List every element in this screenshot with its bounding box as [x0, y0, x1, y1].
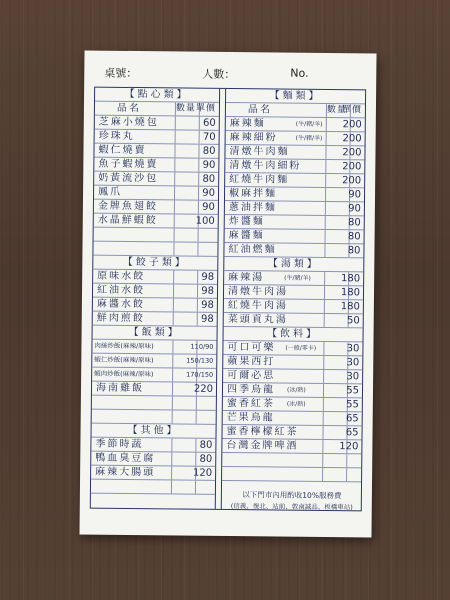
item-name: 珍珠丸 [98, 130, 135, 143]
menu-grid [90, 87, 366, 512]
section-header-others [91, 424, 215, 439]
item-price: 100 [195, 215, 215, 227]
item-name: 麻辣麵 [229, 118, 266, 130]
item-name: 紅油水餃 [96, 284, 146, 297]
item-price: 80 [347, 217, 361, 229]
menu-row [224, 299, 363, 314]
item-price: 90 [202, 159, 216, 171]
section-header-soups [224, 257, 363, 272]
item-price: 200 [342, 175, 362, 187]
menu-row [225, 201, 364, 216]
item-note: (冰/熱) [286, 386, 306, 394]
item-name: 奶黃流沙包 [98, 172, 159, 185]
quantity-cell[interactable] [174, 158, 199, 171]
item-note: (牛/豬/羊) [295, 120, 323, 128]
item-price: 70 [202, 131, 216, 143]
item-name: 蝦肉炒飯(麻辣/原味) [94, 369, 154, 379]
price-cell [196, 411, 216, 424]
item-name: 芝麻小燒包 [98, 116, 159, 129]
quantity-cell[interactable] [322, 468, 347, 481]
menu-row [224, 285, 363, 300]
section-title: 【飲料】 [267, 328, 320, 340]
menu-row [93, 298, 217, 313]
item-name: 蝦仁燒賣 [98, 144, 147, 157]
item-price: 80 [199, 453, 213, 465]
item-name: 可爾必思 [227, 369, 276, 382]
menu-row [95, 130, 219, 145]
item-name: 水晶鮮蝦餃 [97, 214, 158, 227]
quantity-cell[interactable] [174, 144, 199, 157]
menu-row [92, 354, 216, 369]
item-name: 四季烏龍 [226, 383, 276, 396]
quantity-cell[interactable] [325, 202, 350, 215]
menu-row [91, 438, 215, 453]
right-column [221, 89, 365, 510]
quantity-cell[interactable] [324, 314, 349, 327]
item-price: 55 [346, 385, 360, 397]
item-name: 炸醬麵 [228, 216, 265, 228]
menu-row [94, 214, 218, 229]
menu-row [222, 425, 361, 440]
menu-row [223, 411, 362, 426]
menu-row [225, 215, 364, 230]
quantity-cell[interactable] [174, 172, 199, 185]
quantity-cell[interactable] [323, 384, 348, 397]
item-note: (牛/豬/羊) [295, 134, 323, 142]
menu-row [224, 313, 363, 328]
item-price: 220 [193, 383, 214, 395]
quantity-cell[interactable] [175, 130, 200, 143]
blank-row [91, 480, 215, 495]
item-price: 98 [201, 285, 215, 297]
section-title: 【湯類】 [267, 258, 320, 270]
quantity-cell[interactable] [173, 298, 198, 311]
sheet-header [84, 64, 376, 83]
menu-row [91, 466, 215, 481]
item-price: 200 [342, 119, 362, 131]
order-sheet [79, 50, 376, 537]
item-price: 180 [340, 301, 360, 313]
quantity-cell[interactable] [171, 438, 196, 451]
menu-row [223, 383, 362, 398]
menu-row [93, 284, 217, 299]
table-number-label: 桌號： [104, 66, 138, 81]
menu-row [225, 173, 364, 188]
item-name: 麻辣湯 [228, 272, 265, 284]
item-price: 98 [201, 299, 214, 311]
item-name: 椒麻拌麵 [228, 188, 278, 200]
item-name: 麻辣細粉 [229, 132, 278, 144]
item-price: 200 [342, 161, 362, 173]
item-name: 紅燒牛肉麵 [229, 174, 290, 186]
quantity-cell[interactable] [174, 200, 199, 213]
item-name: 可口可樂 [227, 341, 276, 354]
item-name: 芒果烏龍 [226, 411, 275, 424]
item-price: 110/90 [190, 342, 214, 351]
quantity-cell[interactable] [323, 356, 348, 369]
item-price: 98 [200, 313, 214, 325]
quantity-cell[interactable] [174, 228, 199, 241]
item-price: 80 [347, 231, 361, 243]
menu-row [225, 229, 364, 244]
quantity-cell[interactable] [173, 242, 198, 255]
left-column [91, 88, 220, 509]
item-name: 清燉牛肉湯 [227, 286, 289, 298]
item-name: 麻醬水餃 [96, 298, 145, 311]
menu-row [93, 270, 217, 285]
quantity-cell[interactable] [323, 412, 348, 425]
quantity-cell[interactable] [173, 312, 198, 325]
item-name: 清燉牛肉細粉 [229, 160, 302, 172]
item-price: 50 [346, 315, 360, 327]
item-name: 海南雞飯 [95, 382, 145, 395]
quantity-cell[interactable] [175, 116, 200, 129]
item-name: 清燉牛肉麵 [229, 146, 290, 158]
section-header-noodles [226, 89, 365, 104]
service-charge-stores: (信義、復北、站前、敦南誠品、板橋車站) [230, 502, 353, 512]
item-name: 紅油燃麵 [228, 244, 277, 256]
item-price: 120 [339, 441, 359, 453]
quantity-cell[interactable] [325, 230, 350, 243]
menu-row [224, 243, 363, 258]
item-price: 98 [201, 271, 215, 283]
section-title: 【其他】 [127, 424, 180, 437]
menu-row [94, 186, 218, 201]
item-name: 蘋果西打 [227, 355, 276, 368]
menu-row [223, 341, 362, 356]
item-name: 原味水餃 [97, 270, 146, 283]
blank-row [222, 467, 361, 482]
item-name: 紅燒牛肉湯 [227, 299, 288, 312]
item-price: 90 [348, 203, 361, 215]
menu-row [222, 439, 361, 454]
item-note: (冰/熱) [286, 400, 306, 408]
quantity-cell[interactable] [323, 398, 348, 411]
quantity-cell[interactable] [322, 454, 347, 467]
menu-row [92, 340, 216, 355]
menu-row [224, 271, 363, 286]
item-price: 65 [345, 413, 359, 425]
menu-row [223, 355, 362, 370]
item-price: 80 [199, 439, 213, 451]
menu-row [226, 131, 365, 146]
item-name: 蜜香檸檬紅茶 [226, 425, 299, 438]
quantity-cell[interactable] [324, 244, 349, 257]
quantity-cell[interactable] [172, 410, 197, 423]
quantity-cell[interactable] [173, 284, 198, 297]
item-price: 180 [341, 273, 361, 285]
item-price: 200 [342, 147, 362, 159]
quantity-cell[interactable] [323, 342, 348, 355]
item-price: 80 [347, 245, 361, 257]
item-name: 菜頭貢丸湯 [227, 313, 288, 326]
section-title: 【麵類】 [269, 90, 322, 102]
column-header-name: 品名 [247, 104, 272, 116]
item-name: 鴨血臭豆腐 [95, 452, 156, 465]
item-name: 魚子蝦燒賣 [98, 158, 159, 171]
item-price: 180 [340, 287, 361, 299]
column-header-row [226, 103, 365, 118]
section-title: 【飯類】 [128, 326, 181, 339]
quantity-cell[interactable] [325, 216, 350, 229]
item-price: 55 [346, 399, 359, 411]
menu-row [223, 369, 362, 384]
item-price: 170/150 [186, 370, 214, 379]
blank-row [92, 410, 216, 425]
menu-row [223, 397, 362, 412]
item-name: 肉絲炒飯(麻辣/原味) [94, 341, 154, 351]
price-cell [196, 397, 216, 410]
item-name: 季節時蔬 [95, 438, 144, 451]
item-price: 60 [202, 117, 216, 129]
blank-row [93, 242, 217, 257]
section-title: 【點心類】 [124, 88, 190, 101]
item-name: 麻醬麵 [228, 230, 265, 242]
menu-row [92, 368, 216, 383]
item-price: 30 [346, 343, 360, 355]
item-price: 90 [348, 189, 362, 201]
blank-row [92, 396, 216, 411]
item-note: (牛/豬/羊) [284, 274, 311, 282]
item-price: 80 [202, 145, 216, 157]
item-price: 65 [345, 427, 359, 439]
blank-row [222, 453, 361, 468]
section-header-drinks [224, 327, 363, 342]
quantity-cell[interactable] [171, 480, 196, 493]
quantity-cell[interactable] [325, 188, 350, 201]
quantity-cell[interactable] [322, 426, 347, 439]
item-name: 蔥油拌麵 [228, 202, 277, 214]
price-cell [346, 454, 361, 467]
menu-row [226, 117, 365, 132]
people-count-label: 人數： [202, 67, 236, 82]
column-header-price: 單價 [195, 103, 216, 114]
blank-row [94, 228, 218, 243]
item-price: 90 [202, 187, 216, 199]
quantity-cell[interactable] [174, 186, 199, 199]
menu-row [91, 452, 215, 467]
menu-row [225, 187, 364, 202]
column-header-name: 品名 [116, 102, 141, 115]
item-price: 200 [342, 133, 362, 145]
item-name: 鮮肉煎餃 [96, 312, 145, 325]
item-price: 150/130 [186, 356, 214, 365]
item-name: 蜜香紅茶 [226, 397, 275, 410]
menu-row [94, 200, 218, 215]
item-price: 90 [202, 201, 215, 213]
menu-row [95, 116, 219, 131]
column-header-row [95, 102, 219, 117]
column-header-price: 單價 [341, 105, 362, 116]
menu-row [94, 144, 218, 159]
price-cell [346, 468, 361, 481]
menu-row [93, 312, 217, 327]
quantity-cell[interactable] [323, 370, 348, 383]
menu-row [94, 172, 218, 187]
item-price: 30 [346, 357, 360, 369]
quantity-cell[interactable] [171, 452, 196, 465]
column-header-qty: 數量 [326, 104, 351, 117]
menu-row [94, 158, 218, 173]
item-name: 鳳爪 [98, 186, 123, 198]
order-number-label: No. [290, 66, 309, 80]
price-cell [197, 243, 217, 256]
price-cell [195, 481, 215, 494]
item-name: 麻辣大腸頭 [95, 466, 156, 479]
section-title: 【餃子類】 [122, 256, 188, 269]
menu-row [225, 159, 364, 174]
item-price: 30 [346, 371, 360, 383]
menu-row [225, 145, 364, 160]
price-cell [198, 229, 218, 242]
item-note: (一般/零卡) [285, 344, 317, 352]
column-header-qty: 數量 [175, 102, 200, 115]
section-header-dumplings [93, 256, 217, 271]
item-price: 120 [192, 467, 213, 479]
item-name: 蝦仁炒飯(麻辣/原味) [94, 355, 154, 365]
quantity-cell[interactable] [172, 396, 197, 409]
service-charge-note: 以下門市內用酌收10%服務費 [242, 490, 342, 501]
item-name: 金牌魚翅餃 [97, 200, 158, 213]
item-name: 台灣金牌啤酒 [226, 439, 299, 452]
section-header-dim-sum [95, 88, 219, 103]
menu-row [92, 382, 216, 397]
section-header-rice [93, 326, 217, 341]
item-price: 80 [202, 173, 216, 185]
quantity-cell[interactable] [173, 270, 198, 283]
